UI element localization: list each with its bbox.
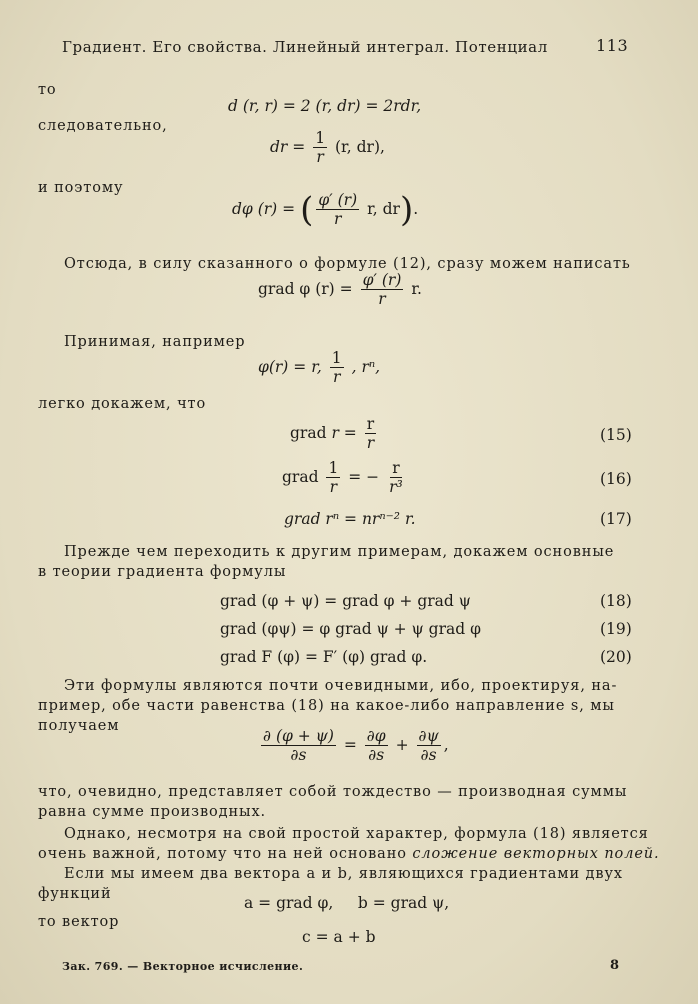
text-consequently: следовательно, (38, 118, 168, 134)
equation-17: grad rⁿ = nrⁿ⁻² r. (284, 510, 416, 528)
text-which-obviously-2: равна сумме производных. (38, 804, 267, 820)
text-however-2: очень важной, потому что на ней основано сложение векторных полей. (38, 846, 660, 862)
equation-derivative-sum: $\frac{\partial (\varphi + \psi)}{\partial s}$ = $\frac{\partial\varphi}{\partial s}$ + $\frac{\partial\psi}{\partial s}$ , (263, 727, 449, 765)
text-if-we-have-1: Если мы имеем два вектора a и b, являющихся градиентами двух (64, 866, 623, 882)
page-number: 113 (596, 36, 629, 55)
text-if-we-have-2: функций (38, 886, 112, 902)
text-before-moving-2: в теории градиента формулы (38, 564, 287, 580)
equation-number-16: (16) (600, 470, 632, 488)
text-these-formulas-1: Эти формулы являются почти очевидными, ибо, проектируя, на- (64, 678, 618, 694)
equation-dr: dr = $\frac{1}{r}$ (r, dr), (270, 129, 385, 167)
text-easily-prove: легко докажем, что (38, 396, 207, 412)
equation-d-rr: d (r, r) = 2 (r, dr) = 2rdr, (228, 97, 422, 115)
equation-number-18: (18) (600, 592, 632, 610)
text-from-here: Отсюда, в силу сказанного о формуле (12), сразу можем написать (64, 256, 631, 272)
equation-18: grad (φ + ψ) = grad φ + grad ψ (220, 592, 471, 610)
equation-number-15: (15) (600, 426, 632, 444)
equation-20: grad F (φ) = F′ (φ) grad φ. (220, 648, 428, 666)
text-which-obviously-1: что, очевидно, представляет собой тождество — производная суммы (38, 784, 628, 800)
equation-grad-phi: grad φ (r) = $\frac{\varphi' (r)}{r}$ r. (258, 271, 422, 309)
text-taking-for-example: Принимая, например (64, 334, 246, 350)
equation-number-19: (19) (600, 620, 632, 638)
equation-c: c = a + b (302, 928, 376, 946)
equation-16: grad $\frac{1}{r}$ = − $\frac{r}{\text{r³}}$ (282, 459, 403, 497)
equation-dphi: dφ (r) = ( $\frac{\varphi' (r)}{r}$ r, dr). (232, 189, 419, 230)
running-header: Градиент. Его свойства. Линейный интеграл. Потенциал (62, 38, 548, 56)
text-these-formulas-3: получаем (38, 718, 120, 734)
text-these-formulas-2: пример, обе части равенства (18) на какое-либо направление s, мы (38, 698, 615, 714)
equation-number-17: (17) (600, 510, 632, 528)
equation-15: grad r = $\frac{r}{r}$ (290, 415, 375, 453)
text-and-therefore: и поэтому (38, 180, 124, 196)
text-to: то (38, 82, 57, 98)
equation-number-20: (20) (600, 648, 632, 666)
equation-a-b: a = grad φ, b = grad ψ, (244, 894, 450, 912)
text-before-moving-1: Прежде чем переходить к другим примерам, докажем основные (64, 544, 615, 560)
text-then-vector: то вектор (38, 914, 120, 930)
equation-phi-choices: φ(r) = r, $\frac{1}{r}$ , rⁿ, (258, 349, 381, 387)
text-however-1: Однако, несмотря на свой простой характер, формула (18) является (64, 826, 649, 842)
signature-mark: 8 (610, 958, 620, 973)
equation-19: grad (φψ) = φ grad ψ + ψ grad φ (220, 620, 481, 638)
printer-note: Зак. 769. — Векторное исчисление. (62, 960, 304, 973)
